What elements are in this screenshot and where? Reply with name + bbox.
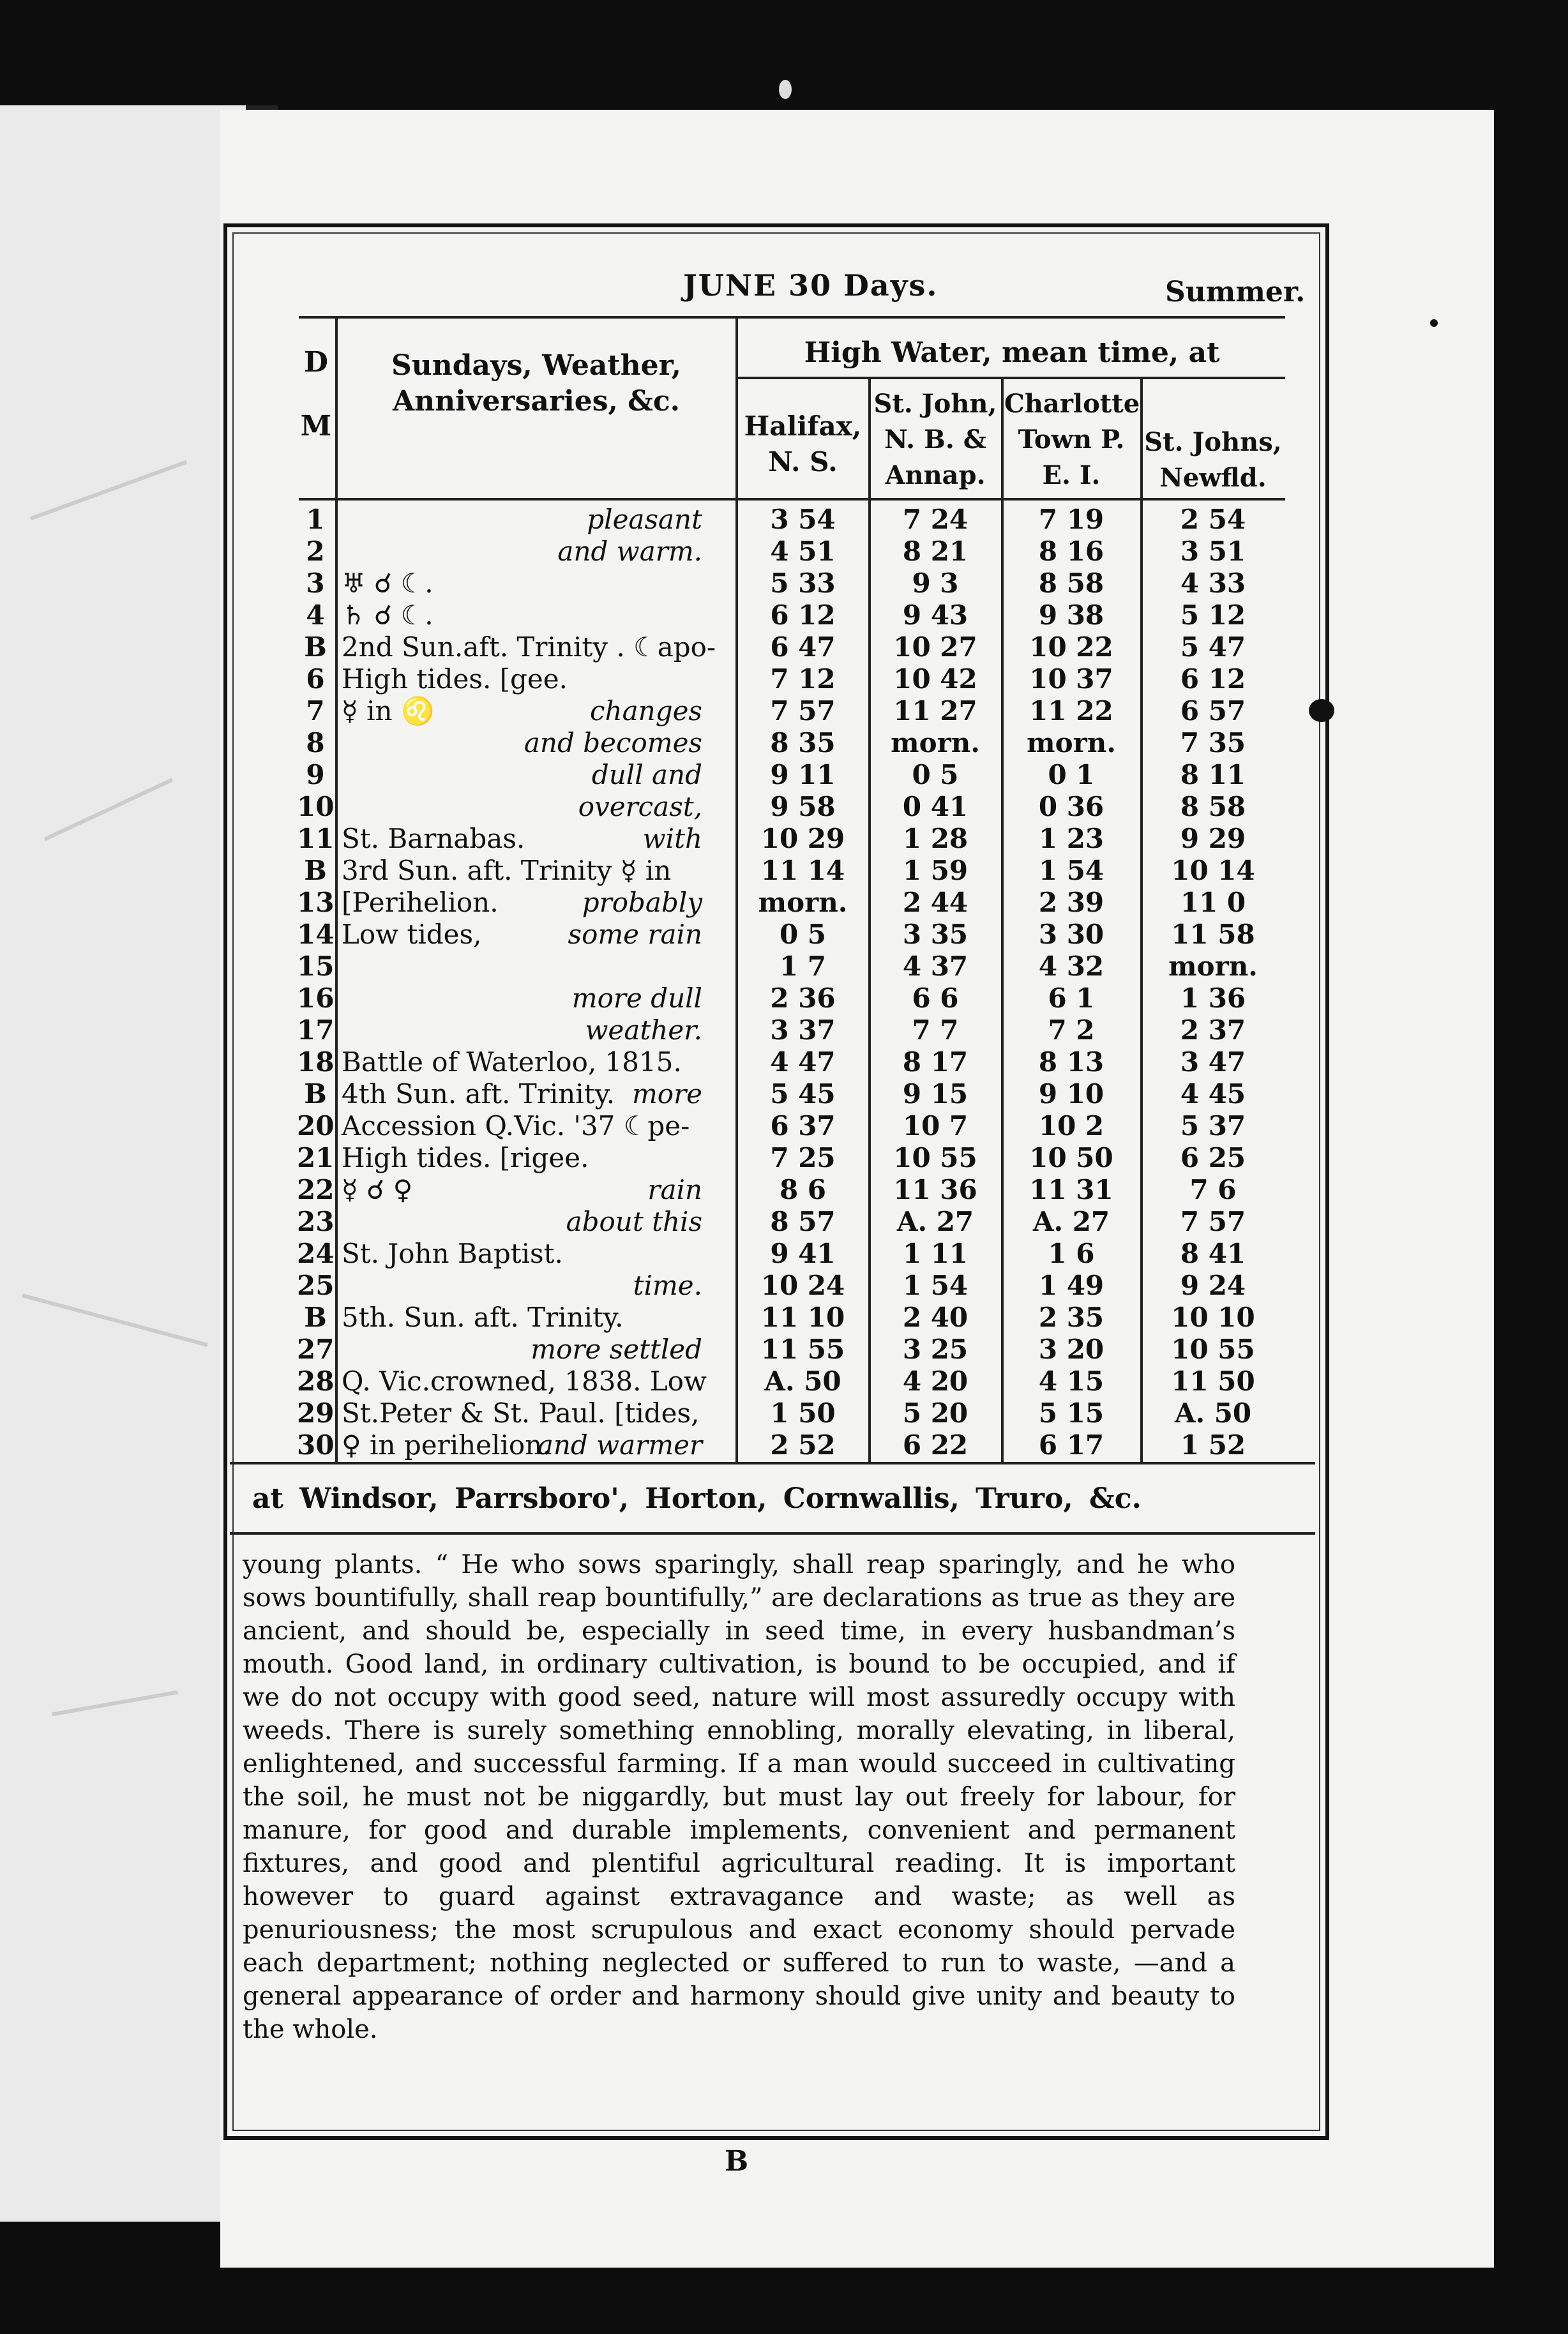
day-cell: 25 [297,1270,335,1301]
day-cell: 2 [306,536,325,567]
day-cell: 6 [306,663,325,695]
ch-tide-cell: 4 15 [1038,1366,1104,1397]
nf-tide-cell: 8 11 [1180,759,1246,790]
sj-tide-cell: 10 42 [893,663,977,695]
ch-tide-cell: 1 54 [1038,855,1104,886]
weather-cell: changes [590,695,702,727]
day-cell: 14 [297,919,335,950]
paper-speck [779,80,792,99]
day-cell: 15 [297,951,335,982]
stjohn-column-divider [1001,377,1004,1462]
nf-tide-cell: 9 24 [1180,1270,1246,1301]
nf-tide-cell: 6 12 [1180,663,1246,695]
event-cell: Low tides, [342,919,482,950]
nf-tide-cell: 1 36 [1180,983,1246,1014]
footer-rule [230,1532,1315,1535]
ch-tide-cell: 10 37 [1029,663,1113,695]
sj-tide-cell: 7 7 [912,1014,959,1046]
events-column-header: Sundays, Weather, Anniversaries, &c. [391,349,681,418]
event-cell: Accession Q.Vic. '37 ☾pe- [342,1110,690,1141]
sj-tide-cell: 10 27 [893,631,977,663]
sj-tide-cell: A. 27 [896,1206,974,1237]
day-cell: 30 [297,1429,335,1461]
hal-tide-cell: 6 47 [770,631,836,663]
ch-tide-cell: 0 1 [1048,759,1095,790]
faded-ink-mark [44,778,173,841]
header-rule [299,316,1285,319]
weather-cell: weather. [585,1014,702,1046]
event-cell: ♅ ☌ ☾. [342,568,433,599]
day-cell: 22 [297,1174,335,1205]
sj-tide-cell: 8 21 [902,536,969,567]
nf-tide-cell: 2 54 [1180,504,1246,535]
weather-cell: probably [582,887,702,918]
event-cell: High tides. [rigee. [342,1142,589,1173]
hal-tide-cell: 7 25 [770,1142,836,1173]
hal-tide-cell: 6 12 [770,599,836,631]
ch-tide-cell: 4 32 [1038,951,1104,982]
hal-tide-cell: 2 52 [770,1429,836,1461]
day-cell: 1 [306,504,325,535]
event-cell: ♄ ☌ ☾. [342,599,433,631]
hal-tide-cell: 5 33 [770,568,836,599]
day-column-header-bottom: M [300,410,332,442]
day-cell: B [304,855,327,886]
ch-tide-cell: A. 27 [1032,1206,1110,1237]
nf-tide-cell: 5 12 [1180,599,1246,631]
day-cell: 23 [297,1206,335,1237]
hal-tide-cell: 11 14 [760,855,845,886]
event-cell: 3rd Sun. aft. Trinity ☿ in [342,855,672,886]
event-cell: 2nd Sun.aft. Trinity . ☾apo- [342,631,716,663]
hal-tide-cell: 5 45 [770,1078,836,1110]
nf-tide-cell: morn. [1168,951,1258,982]
sj-tide-cell: 4 37 [902,951,969,982]
event-cell: Q. Vic.crowned, 1838. Low [342,1366,707,1397]
day-cell: 21 [297,1142,335,1173]
sj-tide-cell: 9 15 [902,1078,969,1110]
event-cell: ♀ in perihelion. [342,1429,551,1461]
hal-tide-cell: 9 58 [770,791,836,822]
weather-cell: rain [647,1174,702,1205]
ch-tide-cell: 10 2 [1038,1110,1104,1141]
weather-cell: more dull [571,983,702,1014]
events-column-divider [735,316,738,1462]
nf-tide-cell: 3 47 [1180,1046,1246,1078]
sj-tide-cell: 10 55 [893,1142,977,1173]
ch-tide-cell: 1 23 [1038,823,1104,854]
hal-tide-cell: 10 24 [760,1270,845,1301]
event-cell: [Perihelion. [342,887,499,918]
sj-tide-cell: 1 59 [902,855,969,886]
day-cell: 13 [297,887,335,918]
weather-cell: about this [566,1206,702,1237]
day-cell: B [304,1078,327,1110]
hal-tide-cell: 3 37 [770,1014,836,1046]
ch-tide-cell: 9 10 [1038,1078,1104,1110]
sj-tide-cell: 5 20 [902,1397,969,1429]
faded-ink-mark [22,1293,207,1346]
day-cell: 10 [297,791,335,822]
nf-tide-cell: 10 14 [1171,855,1255,886]
hal-tide-cell: 1 50 [770,1397,836,1429]
ch-tide-cell: 5 15 [1038,1397,1104,1429]
day-cell: 8 [306,727,325,758]
column-header-rule [299,498,1285,501]
ch-tide-cell: 9 38 [1038,599,1104,631]
day-cell: 4 [306,599,325,631]
table-bottom-rule [230,1462,1315,1464]
sj-tide-cell: 3 25 [902,1334,969,1365]
nf-tide-cell: 10 55 [1171,1334,1255,1365]
event-cell: ☿ ☌ ♀ [342,1174,413,1205]
ch-tide-cell: 3 30 [1038,919,1104,950]
nf-tide-cell: 3 51 [1180,536,1246,567]
sj-tide-cell: 1 54 [902,1270,969,1301]
day-cell: 9 [306,759,325,790]
charlotte-column-header: Charlotte Town P. E. I. [1004,389,1140,490]
event-cell: 5th. Sun. aft. Trinity. [342,1302,624,1333]
sj-tide-cell: 11 36 [893,1174,977,1205]
signature-mark: B [725,2145,749,2178]
event-cell: ☿ in ♌ [342,695,435,727]
hal-tide-cell: 11 55 [760,1334,845,1365]
nf-tide-cell: 8 58 [1180,791,1246,822]
sj-tide-cell: 8 17 [902,1046,969,1078]
nf-tide-cell: 10 10 [1171,1302,1255,1333]
hal-tide-cell: 7 12 [770,663,836,695]
day-column-header-top: D [303,346,329,379]
nf-tide-cell: 7 6 [1189,1174,1237,1205]
tides-column-header: High Water, mean time, at [804,336,1220,369]
ch-tide-cell: 0 36 [1038,791,1104,822]
day-column-divider [335,316,338,1462]
day-cell: 28 [297,1366,335,1397]
ch-tide-cell: 8 13 [1038,1046,1104,1078]
nf-tide-cell: 7 35 [1180,727,1246,758]
event-cell: St. Barnabas. [342,823,525,854]
day-cell: 18 [297,1046,335,1078]
nf-tide-cell: 7 57 [1180,1206,1246,1237]
day-cell: B [304,631,327,663]
month-title: JUNE 30 Days. [683,268,939,303]
hal-tide-cell: 8 57 [770,1206,836,1237]
sj-tide-cell: 2 40 [902,1302,969,1333]
day-cell: 7 [306,695,325,727]
event-cell: St.Peter & St. Paul. [tides, [342,1397,700,1429]
hal-tide-cell: 9 11 [770,759,836,790]
day-cell: B [304,1302,327,1333]
ch-tide-cell: 10 22 [1029,631,1113,663]
ch-tide-cell: 8 16 [1038,536,1104,567]
nf-tide-cell: 4 33 [1180,568,1246,599]
ch-tide-cell: 2 35 [1038,1302,1104,1333]
sj-tide-cell: morn. [891,727,980,758]
sj-tide-cell: 7 24 [902,504,969,535]
weather-cell: and warmer [537,1429,702,1461]
hal-tide-cell: 3 54 [770,504,836,535]
faded-ink-mark [30,460,187,521]
sj-tide-cell: 0 5 [912,759,959,790]
weather-cell: more [631,1078,702,1110]
ch-tide-cell: 6 1 [1048,983,1095,1014]
hal-tide-cell: 0 5 [779,919,827,950]
stjohns-column-header: St. Johns, Newfld. [1144,427,1282,493]
ch-tide-cell: 10 50 [1029,1142,1113,1173]
day-cell: 24 [297,1238,335,1269]
nf-tide-cell: 9 29 [1180,823,1246,854]
weather-cell: and becomes [524,727,702,758]
sj-tide-cell: 2 44 [902,887,969,918]
hal-tide-cell: 4 51 [770,536,836,567]
sj-tide-cell: 9 43 [902,599,969,631]
nf-tide-cell: 11 0 [1180,887,1246,918]
subheader-rule [735,377,1285,379]
event-cell: Battle of Waterloo, 1815. [342,1046,682,1078]
ch-tide-cell: 11 31 [1029,1174,1113,1205]
nf-tide-cell: 6 25 [1180,1142,1246,1173]
facing-page [0,105,246,2222]
ch-tide-cell: 3 20 [1038,1334,1104,1365]
hal-tide-cell: 4 47 [770,1046,836,1078]
sj-tide-cell: 4 20 [902,1366,969,1397]
sj-tide-cell: 1 28 [902,823,969,854]
halifax-column-header: Halifax, N. S. [744,410,862,478]
sj-tide-cell: 9 3 [912,568,959,599]
footer-locations: at Windsor, Parrsboro', Horton, Cornwallis, Truro, &c. [252,1482,1142,1515]
nf-tide-cell: 5 37 [1180,1110,1246,1141]
event-cell: High tides. [gee. [342,663,568,695]
hal-tide-cell: 7 57 [770,695,836,727]
nf-tide-cell: 6 57 [1180,695,1246,727]
day-cell: 27 [297,1334,335,1365]
weather-cell: overcast, [578,791,702,822]
day-cell: 11 [297,823,335,854]
ch-tide-cell: 11 22 [1029,695,1113,727]
ch-tide-cell: 2 39 [1038,887,1104,918]
hal-tide-cell: A. 50 [764,1366,841,1397]
day-cell: 3 [306,568,325,599]
weather-cell: and warm. [557,536,702,567]
faded-ink-mark [52,1690,178,1717]
nf-tide-cell: 2 37 [1180,1014,1246,1046]
nf-tide-cell: 5 47 [1180,631,1246,663]
nf-tide-cell: A. 50 [1174,1397,1252,1429]
ink-blot [1309,699,1334,722]
nf-tide-cell: 8 41 [1180,1238,1246,1269]
nf-tide-cell: 4 45 [1180,1078,1246,1110]
ch-tide-cell: 1 6 [1048,1238,1095,1269]
hal-tide-cell: 10 29 [760,823,845,854]
ch-tide-cell: morn. [1027,727,1116,758]
weather-cell: some rain [568,919,702,950]
weather-cell: pleasant [587,504,702,535]
ch-tide-cell: 7 2 [1048,1014,1095,1046]
hal-tide-cell: 8 35 [770,727,836,758]
day-cell: 16 [297,983,335,1014]
season-label: Summer. [1165,276,1306,308]
sj-tide-cell: 11 27 [893,695,977,727]
sj-tide-cell: 6 6 [912,983,959,1014]
weather-cell: dull and [591,759,702,790]
halifax-column-divider [868,377,871,1462]
weather-cell: with [642,823,702,854]
sj-tide-cell: 6 22 [902,1429,969,1461]
hal-tide-cell: 8 6 [779,1174,827,1205]
sj-tide-cell: 10 7 [902,1110,969,1141]
ch-tide-cell: 1 49 [1038,1270,1104,1301]
sj-tide-cell: 0 41 [902,791,969,822]
nf-tide-cell: 11 50 [1171,1366,1255,1397]
event-cell: 4th Sun. aft. Trinity. [342,1078,615,1110]
hal-tide-cell: 1 7 [779,951,827,982]
farming-paragraph: young plants. “ He who sows sparingly, shall reap sparingly, and he who sows bountifully, shall reap bountifully,” are declarations as true as they are ancient, and should be, especially in seed time, in every husbandman’s mouth. Good land, in ordinary cultivation, is bound to be occupied, and if we do not occupy with good seed, nature will most assuredly occupy with weeds. There is surely something ennobling, morally elevating, in liberal, enlightened, and successful farming. If a man would succeed in cultivating the soil, he must not be niggardly, but must lay out freely for labour, for manure, for good and durable implements, convenient and permanent fixtures, and good and plentiful agricultural reading. It is important however to guard against extravagance and waste; as well as penuriousness; the most scrupulous and exact economy should pervade each department; nothing neglected or suffered to run to waste, —and a general appearance of order and harmony should give unity and beauty to the whole. [243,1550,1235,2044]
nf-tide-cell: 1 52 [1180,1429,1246,1461]
ch-tide-cell: 8 58 [1038,568,1104,599]
event-cell: St. John Baptist. [342,1238,563,1269]
nf-tide-cell: 11 58 [1171,919,1255,950]
sj-tide-cell: 1 11 [902,1238,969,1269]
day-cell: 29 [297,1397,335,1429]
ch-tide-cell: 7 19 [1038,504,1104,535]
stjohn-column-header: St. John, N. B. & Annap. [873,389,997,490]
ink-speck [1430,319,1438,327]
sj-tide-cell: 3 35 [902,919,969,950]
hal-tide-cell: 9 41 [770,1238,836,1269]
weather-cell: time. [633,1270,702,1301]
hal-tide-cell: 11 10 [760,1302,845,1333]
weather-cell: more settled [531,1334,702,1365]
hal-tide-cell: 6 37 [770,1110,836,1141]
day-cell: 17 [297,1014,335,1046]
ch-tide-cell: 6 17 [1038,1429,1104,1461]
hal-tide-cell: 2 36 [770,983,836,1014]
hal-tide-cell: morn. [758,887,848,918]
day-cell: 20 [297,1110,335,1141]
